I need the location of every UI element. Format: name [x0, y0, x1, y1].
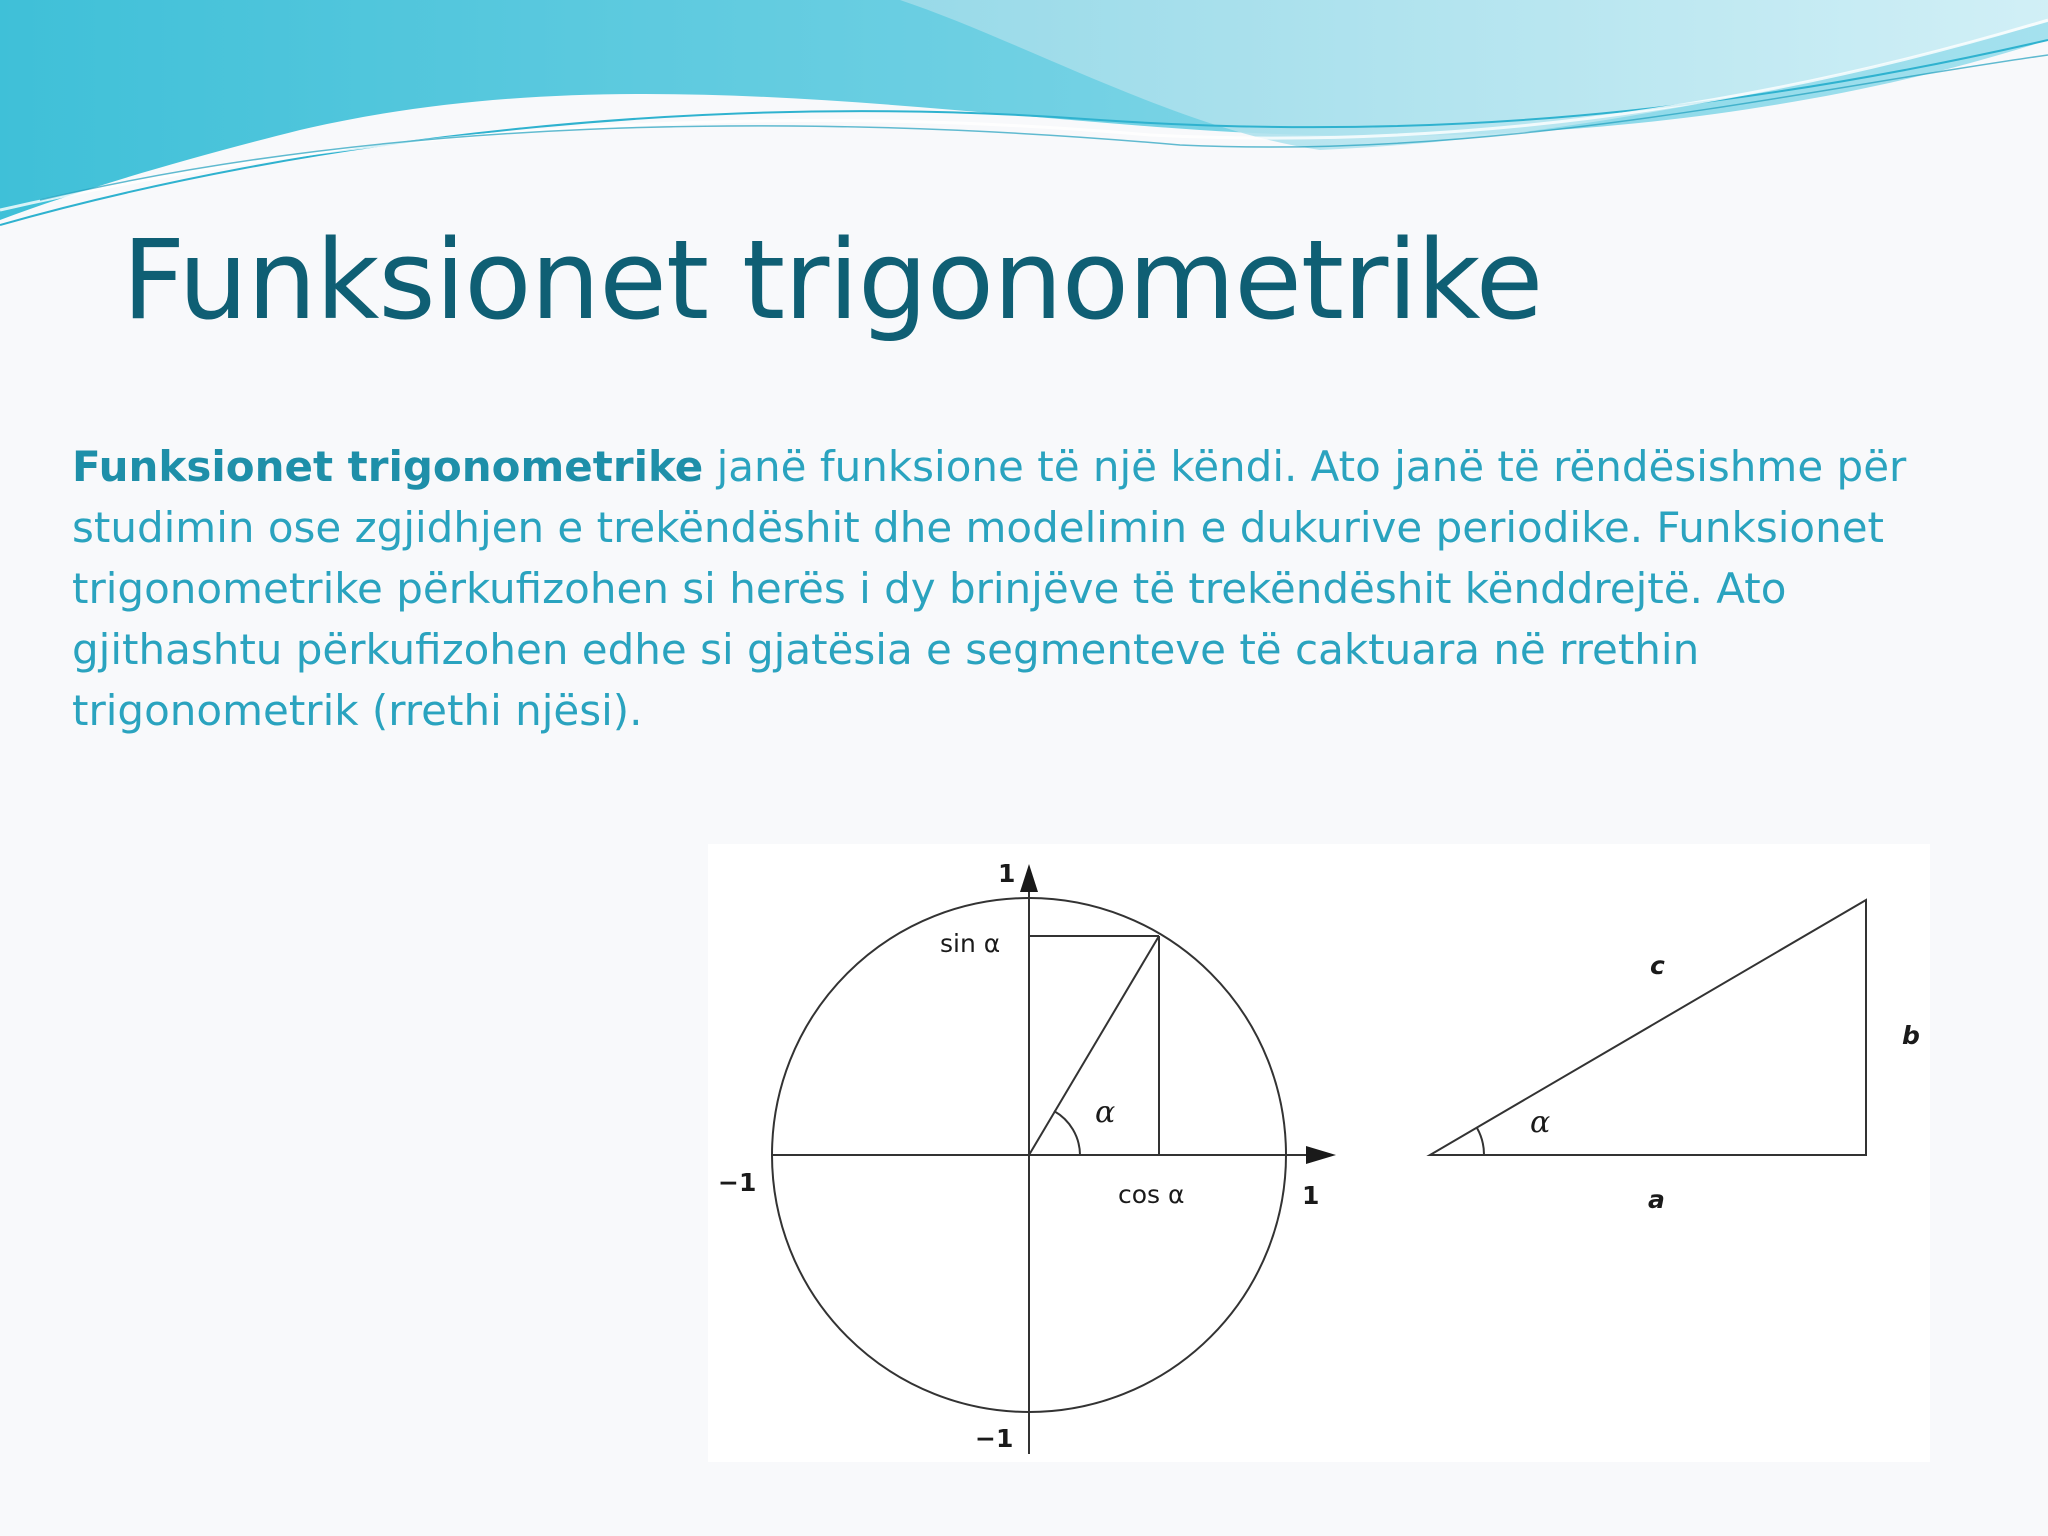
triangle-angle-label: α	[1530, 1105, 1551, 1140]
body-text: janë funksione të një këndi. Ato janë të rëndësishme për studimin ose zgjidhjen e trekëndëshit dhe modelimin e dukurive periodike. Funksionet trigonometrike përkufizohen si herës i dy brinjëve të trekëndëshit kënddrejtë. Ato gjithashtu përkufizohen edhe si gjatësia e segmenteve të caktuara në rrethin trigonometrik (rrethi njësi).	[72, 442, 1907, 735]
sine-label: sin α	[940, 929, 1001, 958]
y-axis-top-label: 1	[998, 859, 1016, 888]
x-axis-right-label: 1	[1302, 1181, 1320, 1210]
hypotenuse-label: c	[1650, 951, 1665, 980]
base-label: a	[1648, 1185, 1665, 1214]
trigonometry-figure	[708, 844, 1930, 1462]
circle-angle-label: α	[1095, 1095, 1116, 1130]
body-paragraph	[72, 436, 1932, 741]
header-wave-decoration	[0, 0, 2048, 240]
y-axis-bottom-label: −1	[975, 1424, 1014, 1453]
body-term: Funksionet trigonometrike	[72, 442, 704, 491]
slide-title: Funksionet trigonometrike	[122, 216, 1543, 344]
cosine-label: cos α	[1118, 1180, 1185, 1209]
vertical-side-label: b	[1902, 1021, 1920, 1050]
x-axis-left-label: −1	[718, 1168, 757, 1197]
